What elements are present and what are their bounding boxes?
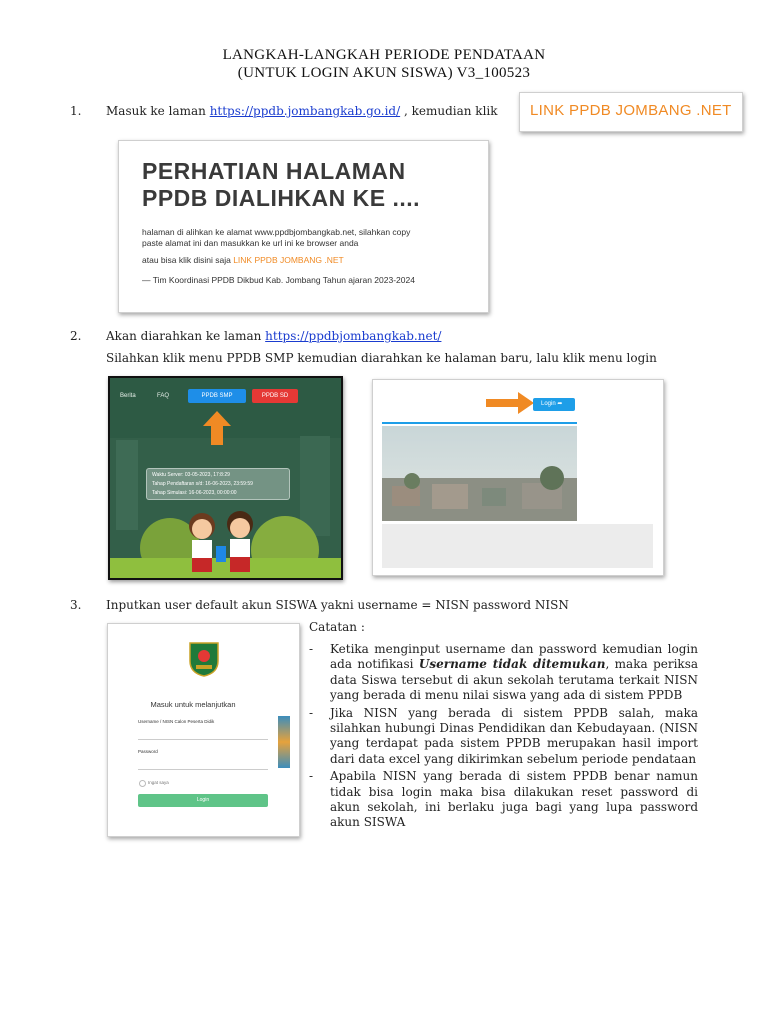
note-bullet: - <box>309 642 314 656</box>
notice-heading-1: PERHATIAN HALAMAN <box>142 158 406 184</box>
redirect-notice-screenshot <box>118 140 489 313</box>
note-bullet: - <box>309 769 314 784</box>
remember-label: Ingat saya <box>148 780 169 785</box>
step2-instruction: Silahkan klik menu PPDB SMP kemudian diarahkan ke halaman baru, lalu klik menu login <box>106 351 657 365</box>
step3-text: Inputkan user default akun SISWA yakni username = NISN password NISN <box>106 598 569 612</box>
link-ppdb-button-label: LINK PPDB JOMBANG .NET <box>530 102 732 119</box>
nav-faq[interactable]: FAQ <box>157 393 170 399</box>
step2-text <box>106 329 441 343</box>
step2-url-link[interactable]: https://ppdbjombangkab.net/ <box>265 329 442 343</box>
login-form-screenshot <box>107 623 300 837</box>
password-label: Password <box>138 749 158 754</box>
note1-text-a: Ketika menginput username dan password kemudian login ada notifikasi <box>330 642 698 672</box>
step2-number: 2. <box>70 329 82 343</box>
step3-number: 3. <box>70 598 82 612</box>
step2-pre: Akan diarahkan ke laman <box>106 329 262 343</box>
notice-line-3-pre: atau bisa klik disini saja <box>142 255 231 265</box>
step1-text <box>106 104 498 118</box>
step1-number: 1. <box>70 104 82 118</box>
simulation-stage: Tahap Simulasi: 16-06-2023, 00:00:00 <box>152 490 237 496</box>
note-item-2 <box>309 706 698 768</box>
doc-title-line2: (UNTUK LOGIN AKUN SISWA) V3_100523 <box>237 65 531 81</box>
login-submit-button[interactable]: Login <box>138 794 268 807</box>
note-item-3 <box>309 769 698 831</box>
notice-inline-link[interactable]: LINK PPDB JOMBANG .NET <box>233 255 344 265</box>
ppdb-smp-button[interactable]: PPDB SMP <box>188 389 246 403</box>
header-underline <box>382 422 577 424</box>
students-illustration <box>172 506 272 576</box>
username-label: Username / NISN Calon Peserta Didik <box>138 719 215 724</box>
notes-heading: Catatan : <box>309 620 365 634</box>
note1-emphasis: Username tidak ditemukan <box>418 657 606 672</box>
remember-checkbox[interactable] <box>139 780 146 787</box>
town-photo <box>382 426 577 521</box>
server-time: Waktu Server: 03-05-2023, 17:8:29 <box>152 472 230 478</box>
note3-text: Apabila NISN yang berada di sistem PPDB benar namun tidak bisa login maka bisa dilakukan reset password di akun sekolah, ini berlaku juga bagi yang lupa password akun SISWA <box>330 769 698 830</box>
login-heading: Masuk untuk melanjutkan <box>150 700 236 709</box>
ppdb-sd-button[interactable]: PPDB SD <box>252 389 298 403</box>
registration-stage: Tahap Pendaftaran s/d: 16-06-2023, 23:59:59 <box>152 481 253 487</box>
arrow-right-icon <box>486 392 536 414</box>
note-bullet: - <box>309 705 314 720</box>
doc-title-line1: LANGKAH-LANGKAH PERIODE PENDATAAN <box>222 47 546 63</box>
step1-post: , kemudian klik <box>403 104 498 118</box>
server-info-box <box>146 468 290 500</box>
password-input[interactable] <box>138 757 268 770</box>
notice-heading-2: PPDB DIALIHKAN KE .... <box>142 185 421 211</box>
note-item-1 <box>309 642 698 704</box>
step1-url-link[interactable]: https://ppdb.jombangkab.go.id/ <box>209 104 401 118</box>
content-placeholder <box>382 524 653 568</box>
notice-line-2: paste alamat ini dan masukkan ke url ini ke browser anda <box>142 238 359 248</box>
ppdb-landing-screenshot <box>108 376 343 580</box>
note2-text: Jika NISN yang berada di sistem PPDB salah, maka silahkan hubungi Dinas Pendidikan dan Kebudayaan. (NISN yang terdapat pada sistem PPDB merupakan hasil import dari data excel yang dikirimkan sebelum periode pendataan <box>330 705 698 766</box>
login-menu-button[interactable]: Login ➦ <box>533 398 575 411</box>
login-menu-label: Login <box>541 401 556 407</box>
note1-text-b: , maka periksa data Siswa tersebut di akun sekolah terutama terkait NISN yang berada di menu nilai siswa yang ada di sistem PPDB <box>330 657 699 703</box>
link-ppdb-button-image[interactable] <box>519 92 743 132</box>
jombang-emblem-icon <box>188 641 220 677</box>
notice-line-3 <box>142 255 344 265</box>
notes-list <box>309 642 698 831</box>
nav-berita[interactable]: Berita <box>120 393 136 399</box>
username-input[interactable] <box>138 727 268 740</box>
login-menu-screenshot <box>372 379 664 576</box>
notice-footer: — Tim Koordinasi PPDB Dikbud Kab. Jombang Tahun ajaran 2023-2024 <box>142 275 415 285</box>
arrow-up-icon <box>202 411 232 445</box>
side-decoration <box>278 716 290 768</box>
notice-line-1: halaman di alihkan ke alamat www.ppdbjombangkab.net, silahkan copy <box>142 227 411 237</box>
step1-pre: Masuk ke laman <box>106 104 206 118</box>
